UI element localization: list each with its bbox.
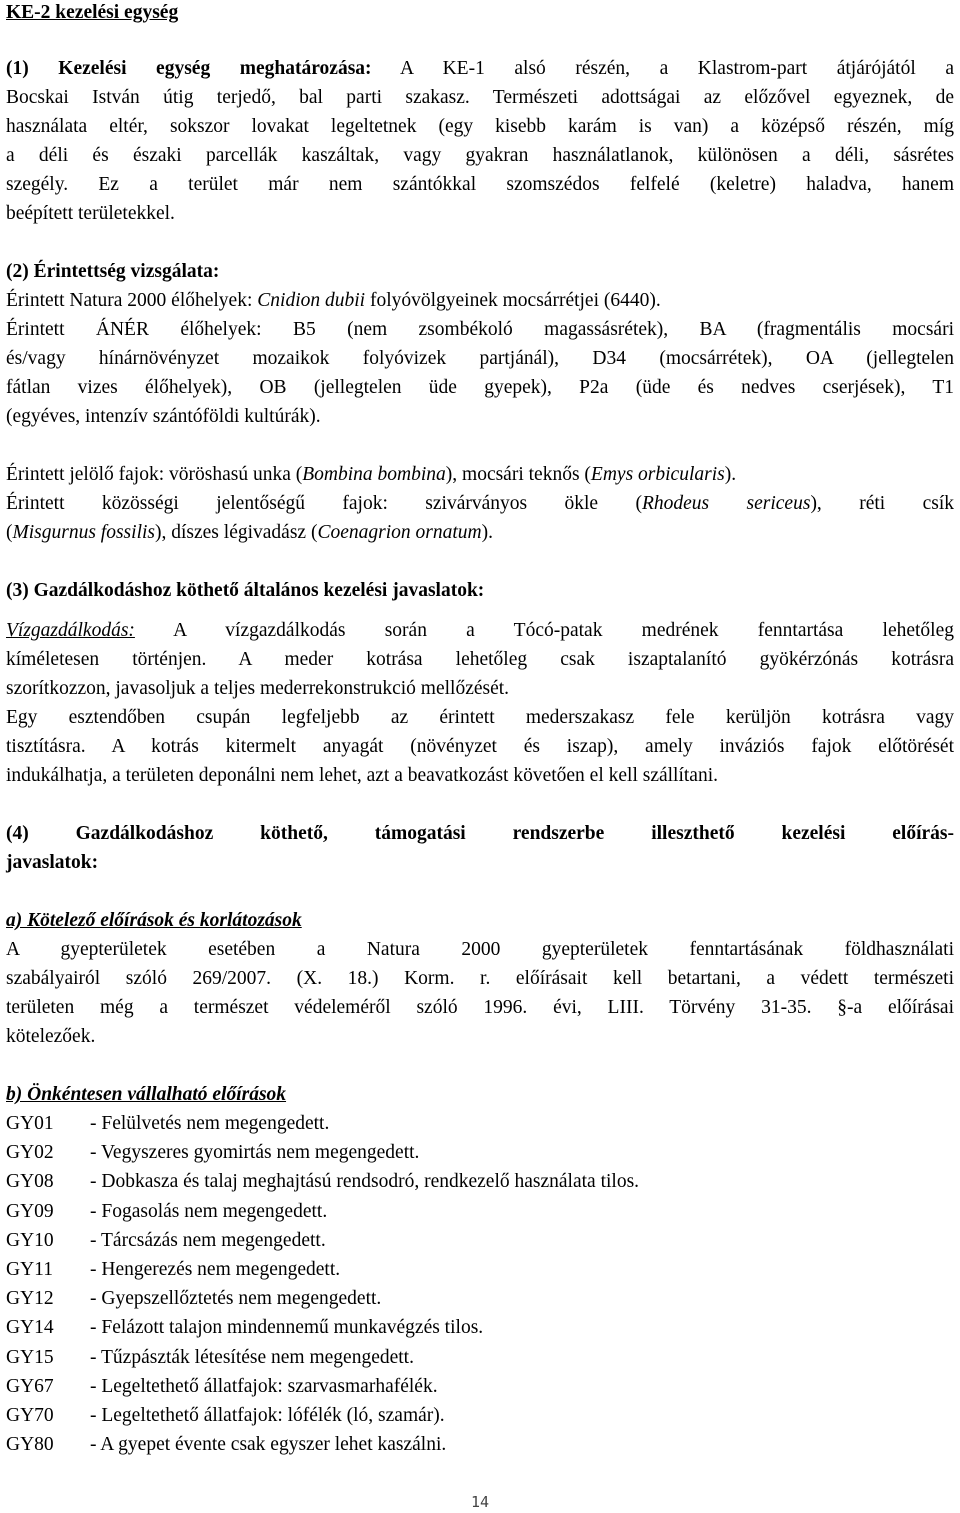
section-3-line: tisztításra. A kotrás kitermelt anyagát (növényzet és iszap), amely inváziós fajok előtörését (6, 736, 954, 757)
voluntary-rule-item (6, 1401, 445, 1430)
mandatory-rules-line: területen még a természet védeleméről szóló 1996. évi, LIII. Törvény 31-35. §-a előírásai (6, 997, 954, 1018)
rule-text: - Hengerezés nem megengedett. (90, 1259, 341, 1280)
section-1-line: beépített területekkel. (6, 203, 175, 224)
rule-code: GY02 (6, 1142, 54, 1164)
section-3-heading: (3) Gazdálkodáshoz köthető általános kezelési javaslatok: (6, 580, 485, 601)
rule-text: - Tűzpászták létesítése nem megengedett. (90, 1346, 414, 1368)
section-1-line: (1) Kezelési egység meghatározása: A KE-1 alsó részén, a Klastrom-part átjárójától a (6, 58, 954, 79)
aner-habitats-line: és/vagy hínárnövényzet mozaikok folyóvizek partjánál), D34 (mocsárrétek), OA (jellegtelen (6, 348, 954, 369)
section-1-line: szegély. Ez a terület már nem szántókkal szomszédos felfelé (keletre) haladva, hanem (6, 174, 954, 195)
voluntary-rule-item (6, 1284, 381, 1313)
voluntary-rule-item (6, 1167, 639, 1196)
section-3-line: kíméletesen történjen. A meder kotrása lehetőleg csak iszaptalanító gyökérzónás kotrásra (6, 649, 954, 670)
section-title: KE-2 kezelési egység (6, 2, 179, 23)
rule-text: - Legeltethető állatfajok: szarvasmarhafélék. (90, 1375, 438, 1397)
voluntary-rule-item (6, 1372, 438, 1401)
rule-code: GY09 (6, 1200, 54, 1222)
voluntary-rule-item (6, 1226, 326, 1255)
section-3-line: Vízgazdálkodás: A vízgazdálkodás során a Tócó-patak medrének fenntartása lehetőleg (6, 620, 954, 641)
rule-code: GY12 (6, 1288, 54, 1310)
aner-habitats-line: Érintett ÁNÉR élőhelyek: B5 (nem zsombékoló magassásrétek), BA (fragmentális mocsári (6, 319, 954, 340)
rule-code: GY80 (6, 1434, 54, 1456)
rule-text: - Vegyszeres gyomirtás nem megengedett. (90, 1142, 420, 1164)
mandatory-rules-line: kötelezőek. (6, 1026, 96, 1047)
voluntary-rule-item (6, 1255, 340, 1284)
aner-habitats-line: fátlan vizes élőhelyek), OB (jellegtelen üde gyepek), P2a (üde és nedves cserjések), T1 (6, 377, 954, 398)
community-species-line: (Misgurnus fossilis), díszes légivadász (Coenagrion ornatum). (6, 522, 493, 543)
voluntary-rule-item (6, 1109, 329, 1138)
voluntary-rule-item (6, 1197, 327, 1226)
rule-text: - A gyepet évente csak egyszer lehet kaszálni. (90, 1434, 447, 1456)
section-2-heading: (2) Érintettség vizsgálata: (6, 261, 220, 282)
voluntary-rule-item (6, 1313, 483, 1342)
section-4-heading: javaslatok: (6, 852, 99, 873)
section-1-heading: (1) Kezelési egység meghatározása: (6, 58, 372, 79)
mandatory-rules-line: A gyepterületek esetében a Natura 2000 gyepterületek fenntartásának földhasználati (6, 939, 954, 960)
rule-code: GY70 (6, 1405, 54, 1426)
rule-text: - Dobkasza és talaj meghajtású rendsodró, rendkezelő használata tilos. (90, 1171, 640, 1193)
section-3-line: Egy esztendőben csupán legfeljebb az érintett mederszakasz fele kerüljön kotrásra vagy (6, 707, 954, 728)
rule-text: - Fogasolás nem megengedett. (90, 1200, 328, 1222)
rule-text: - Legeltethető állatfajok: lófélék (ló, szamár). (90, 1405, 445, 1426)
rule-text: - Tárcsázás nem megengedett. (90, 1229, 326, 1251)
natura-habitats-line: Érintett Natura 2000 élőhelyek: Cnidion dubii folyóvölgyeinek mocsárrétjei (6440). (6, 290, 661, 311)
voluntary-rule-item (6, 1343, 414, 1372)
rule-code: GY15 (6, 1346, 54, 1368)
designated-species-line: Érintett jelölő fajok: vöröshasú unka (Bombina bombina), mocsári teknős (Emys orbicularis). (6, 464, 737, 485)
rule-text: - Felázott talajon mindennemű munkavégzés tilos. (90, 1317, 484, 1339)
page-number: 14 (470, 1493, 490, 1511)
mandatory-rules-heading: a) Kötelező előírások és korlátozások (6, 910, 302, 931)
voluntary-rule-item (6, 1138, 419, 1167)
rule-code: GY14 (6, 1317, 54, 1339)
water-management-label: Vízgazdálkodás: (6, 620, 135, 641)
rule-text: - Felülvetés nem megengedett. (90, 1113, 330, 1134)
community-species-line: Érintett közösségi jelentőségű fajok: szivárványos ökle (Rhodeus sericeus), réti csík (6, 493, 955, 514)
section-1-line: használata eltér, sokszor lovakat legeltetnek (egy kisebb karám is van) a középső részén, míg (6, 116, 954, 137)
voluntary-rules-heading: b) Önkéntesen vállalható előírások (6, 1084, 287, 1105)
voluntary-rule-item (6, 1430, 446, 1459)
aner-habitats-line: (egyéves, intenzív szántóföldi kultúrák). (6, 406, 321, 427)
rule-code: GY01 (6, 1113, 54, 1134)
section-4-heading: (4) Gazdálkodáshoz köthető, támogatási rendszerbe illeszthető kezelési előírás- (6, 823, 954, 844)
rule-text: - Gyepszellőztetés nem megengedett. (90, 1288, 382, 1310)
rule-code: GY11 (6, 1259, 53, 1280)
rule-code: GY67 (6, 1375, 54, 1397)
rule-code: GY08 (6, 1171, 54, 1193)
section-1-line: Bocskai István útig terjedő, bal parti szakasz. Természeti adottságai az előzővel egyeznek, de (6, 87, 954, 108)
section-1-line: a déli és északi parcellák kaszáltak, vagy gyakran használatlanok, különösen a déli, sásrétes (6, 145, 954, 166)
mandatory-rules-line: szabályairól szóló 269/2007. (X. 18.) Korm. r. előírásait kell betartani, a védett természeti (6, 968, 954, 989)
section-3-line: szorítkozzon, javasoljuk a teljes mederrekonstrukció mellőzését. (6, 678, 510, 699)
rule-code: GY10 (6, 1229, 54, 1251)
section-3-line: indukálhatja, a területen deponálni nem lehet, azt a beavatkozást követően el kell szállítani. (6, 765, 719, 786)
